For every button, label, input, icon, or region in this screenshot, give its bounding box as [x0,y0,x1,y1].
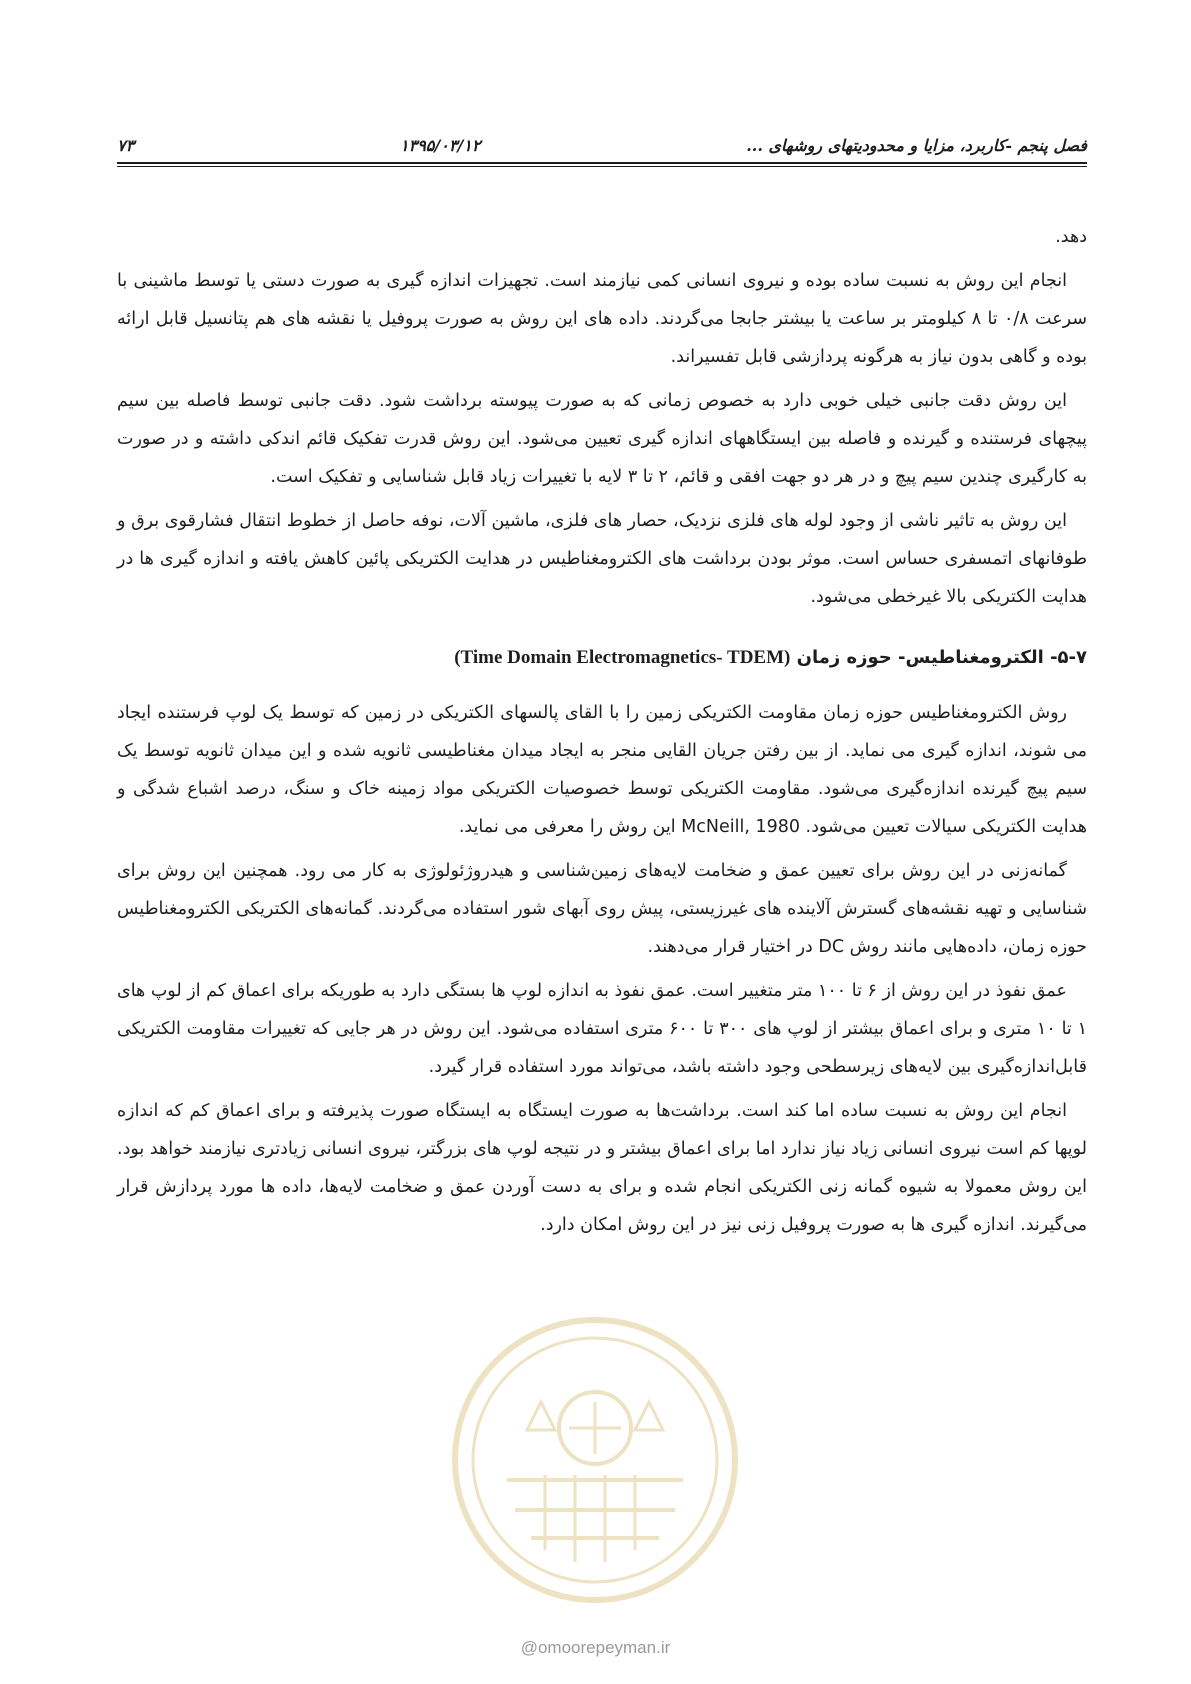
header-rule [117,162,1087,164]
section-heading [117,638,1087,678]
section-heading-latin: (Time Domain Electromagnetics- TDEM) [454,647,791,668]
paragraph: این روش دقت جانبی خیلی خوبی دارد به خصوص زمانی که به صورت پیوسته برداشت شود. دقت جانبی توسط فاصله بین سیم پیچهای فرستنده و گیرنده و فاصله بین ایستگاههای اندازه گیری تعیین می‌شود. این روش قدرت تفکیک قائم اندکی داشته و در صورت به کارگیری چندین سیم پیچ و در هر دو جهت افقی و قائم، ۲ تا ۳ لایه با تغییرات زیاد قابل شناسایی و تفکیک است. [117,391,1087,487]
header-rule-thin [117,166,1087,167]
chapter-title: فصل پنجم -کاربرد، مزایا و محدودیتهای روشهای ... [746,135,1087,155]
paragraph: این روش به تاثیر ناشی از وجود لوله های فلزی نزدیک، حصار های فلزی، ماشین آلات، نوفه حاصل از خطوط انتقال فشارقوی برق و طوفانهای اتمسفری حساس است. موثر بودن برداشت های الکترومغناطیس در هدایت الکتریکی پائین کاهش یافته و اندازه گیری ها در هدایت الکتریکی بالا غیرخطی می‌شود. [117,511,1087,607]
page-number: ۷۳ [117,135,135,155]
page-body [117,218,1087,1250]
paragraph: انجام این روش به نسبت ساده اما کند است. برداشت‌ها به صورت ایستگاه به ایستگاه صورت پذیرفته و برای اعماق کم که اندازه لوپها کم است نیروی انسانی زیاد نیاز ندارد اما برای اعماق بیشتر و در نتیجه لوپ های بزرگتر، نیروی انسانی زیادتری نیازمند خواهد بود. این روش معمولا به شیوه گمانه زنی الکتریکی انجام شده و برای به دست آوردن عمق و ضخامت لایه‌ها، داده ها مورد پردازش قرار می‌گیرند. اندازه گیری ها به صورت پروفیل زنی نیز در این روش امکان دارد. [117,1101,1087,1235]
watermark-seal-icon [445,1310,745,1610]
paragraph: گمانه‌زنی در این روش برای تعیین عمق و ضخامت لایه‌های زمین‌شناسی و هیدروژئولوژی به کار می رود. همچنین این روش برای شناسایی و تهیه نقشه‌های گسترش آلاینده های غیرزیستی، پیش روی آبهای شور استفاده می‌گردند. گمانه‌های الکتریکی الکترومغناطیس حوزه زمان، داده‌هایی مانند روش DC در اختیار قرار می‌دهند. [117,861,1087,957]
paragraph: روش الکترومغناطیس حوزه زمان مقاومت الکتریکی زمین را با القای پالسهای الکتریکی در زمین که توسط یک لوپ فرستنده ایجاد می شوند، اندازه گیری می نماید. از بین رفتن جریان القایی منجر به ایجاد میدان مغناطیسی ثانویه شده و این میدان ثانویه توسط یک سیم پیچ گیرنده اندازه‌گیری می‌شود. مقاومت الکتریکی توسط خصوصیات الکتریکی مواد زمینه خاک و سنگ، درصد اشباع شدگی و هدایت الکتریکی سیالات تعیین می‌شود. McNeill, 1980 این روش را معرفی می نماید. [117,703,1087,837]
watermark-url: @omoorepeyman.ir [520,1638,671,1657]
paragraph-continuation: دهد. [1055,227,1087,247]
section-heading-text: ۵-۷- الکترومغناطیس- حوزه زمان [796,647,1087,668]
paragraph: انجام این روش به نسبت ساده بوده و نیروی انسانی کمی نیازمند است. تجهیزات اندازه گیری به صورت دستی یا توسط ماشینی با سرعت ۰/۸ تا ۸ کیلومتر بر ساعت یا بیشتر جابجا می‌گردند. داده های این روش به صورت پروفیل یا نقشه های هم پتانسیل قابل ارائه بوده و گاهی بدون نیاز به هرگونه پردازشی قابل تفسیراند. [117,271,1087,367]
header-date: ۱۳۹۵/۰۳/۱۲ [400,135,481,155]
paragraph: عمق نفوذ در این روش از ۶ تا ۱۰۰ متر متغییر است. عمق نفوذ به اندازه لوپ ها بستگی دارد به طوریکه برای اعماق کم از لوپ های ۱ تا ۱۰ متری و برای اعماق بیشتر از لوپ های ۳۰۰ تا ۶۰۰ متری استفاده می‌شود. این روش در هر جایی که تغییرات مقاومت الکتریکی قابل‌اندازه‌گیری بین لایه‌های زیرسطحی وجود داشته باشد، می‌تواند مورد استفاده قرار گیرد. [117,981,1088,1077]
page-header [117,128,1087,162]
